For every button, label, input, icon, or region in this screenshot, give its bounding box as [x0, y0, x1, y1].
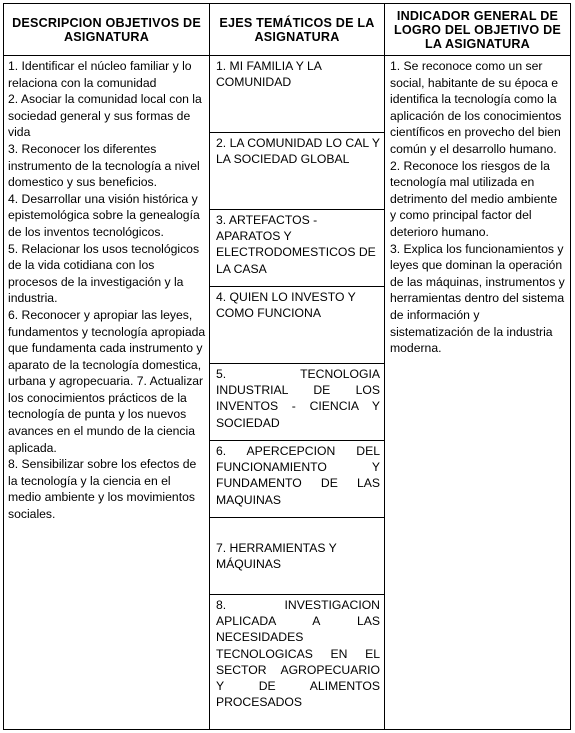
objective-item: 1. Identificar el núcleo familiar y lo relaciona con la comunidad	[8, 59, 192, 90]
themes-list	[210, 56, 384, 729]
themes-column	[210, 4, 385, 729]
subject-table	[3, 3, 571, 730]
objective-item: 6. Reconocer y apropiar las leyes, fundamentos y tecnología apropiada que fundamenta cada instrumento y aparato de la tecnología domestica, urbana y agropecuaria. 7. Actualizar los conocimientos prácticos de la tecnología de punta y los nuevos avances en el mundo de la ciencia aplicada.	[8, 307, 206, 455]
indicators-list	[390, 58, 566, 357]
theme-cell: 5. TECNOLOGIA INDUSTRIAL DE LOS INVENTOS - CIENCIA Y SOCIEDAD	[210, 364, 384, 441]
theme-cell: 4. QUIEN LO INVESTO Y COMO FUNCIONA	[210, 287, 384, 364]
objective-item: 4. Desarrollar una visión histórica y epistemológica sobre la genealogía de los inventos tecnológicos.	[8, 191, 200, 239]
objective-item: 3. Reconocer los diferentes instrumento de la tecnología a nivel domestico y sus beneficios.	[8, 141, 200, 190]
theme-cell: 8. INVESTIGACION APLICADA A LAS NECESIDADES TECNOLOGICAS EN EL SECTOR AGROPECUARIO Y DE ALIMENTOS PROCESADOS	[216, 598, 380, 710]
objectives-header: DESCRIPCION OBJETIVOS DE ASIGNATURA	[4, 4, 209, 56]
themes-header: EJES TEMÁTICOS DE LA ASIGNATURA	[210, 4, 384, 56]
indicator-item: 1. Se reconoce como un ser social, habitante de su época e identifica la tecnología como la aplicación de los conocimientos científicos en provecho del bien común y el desarrollo humano. 2. Reconoce los riesgos de la tecnología mal utilizada en detrimento del medio ambiente y como principal factor del deterioro humano.	[390, 59, 562, 239]
objectives-list	[8, 58, 206, 523]
objective-item: 5. Relacionar los usos tecnológicos de la vida cotidiana con los procesos de la investigación y la industria.	[8, 241, 200, 306]
indicator-item: 3. Explica los funcionamientos y leyes que dominan la operación de las máquinas, instrumentos y herramientas dentro del sistema de información y sistematización de la industria moderna.	[390, 241, 565, 356]
indicators-header: INDICADOR GENERAL DE LOGRO DEL OBJETIVO DE LA ASIGNATURA	[385, 4, 570, 56]
objective-item: 8. Sensibilizar sobre los efectos de la tecnología y la ciencia en el medio ambiente y los movimientos sociales.	[8, 457, 197, 522]
indicators-column	[385, 4, 570, 729]
objective-item: 2. Asociar la comunidad local con la sociedad general y sus formas de vida	[8, 92, 202, 140]
theme-cell: 2. LA COMUNIDAD LO CAL Y LA SOCIEDAD GLOBAL	[210, 133, 384, 210]
theme-cell: 3. ARTEFACTOS - APARATOS Y ELECTRODOMESTICOS DE LA CASA	[210, 210, 384, 287]
theme-cell: 6. APERCEPCION DEL FUNCIONAMIENTO Y FUNDAMENTO DE LAS MAQUINAS	[210, 441, 384, 518]
objectives-column	[4, 4, 210, 729]
theme-cell: 7. HERRAMIENTAS Y MÁQUINAS	[210, 518, 384, 595]
theme-cell: 1. MI FAMILIA Y LA COMUNIDAD	[210, 56, 384, 133]
